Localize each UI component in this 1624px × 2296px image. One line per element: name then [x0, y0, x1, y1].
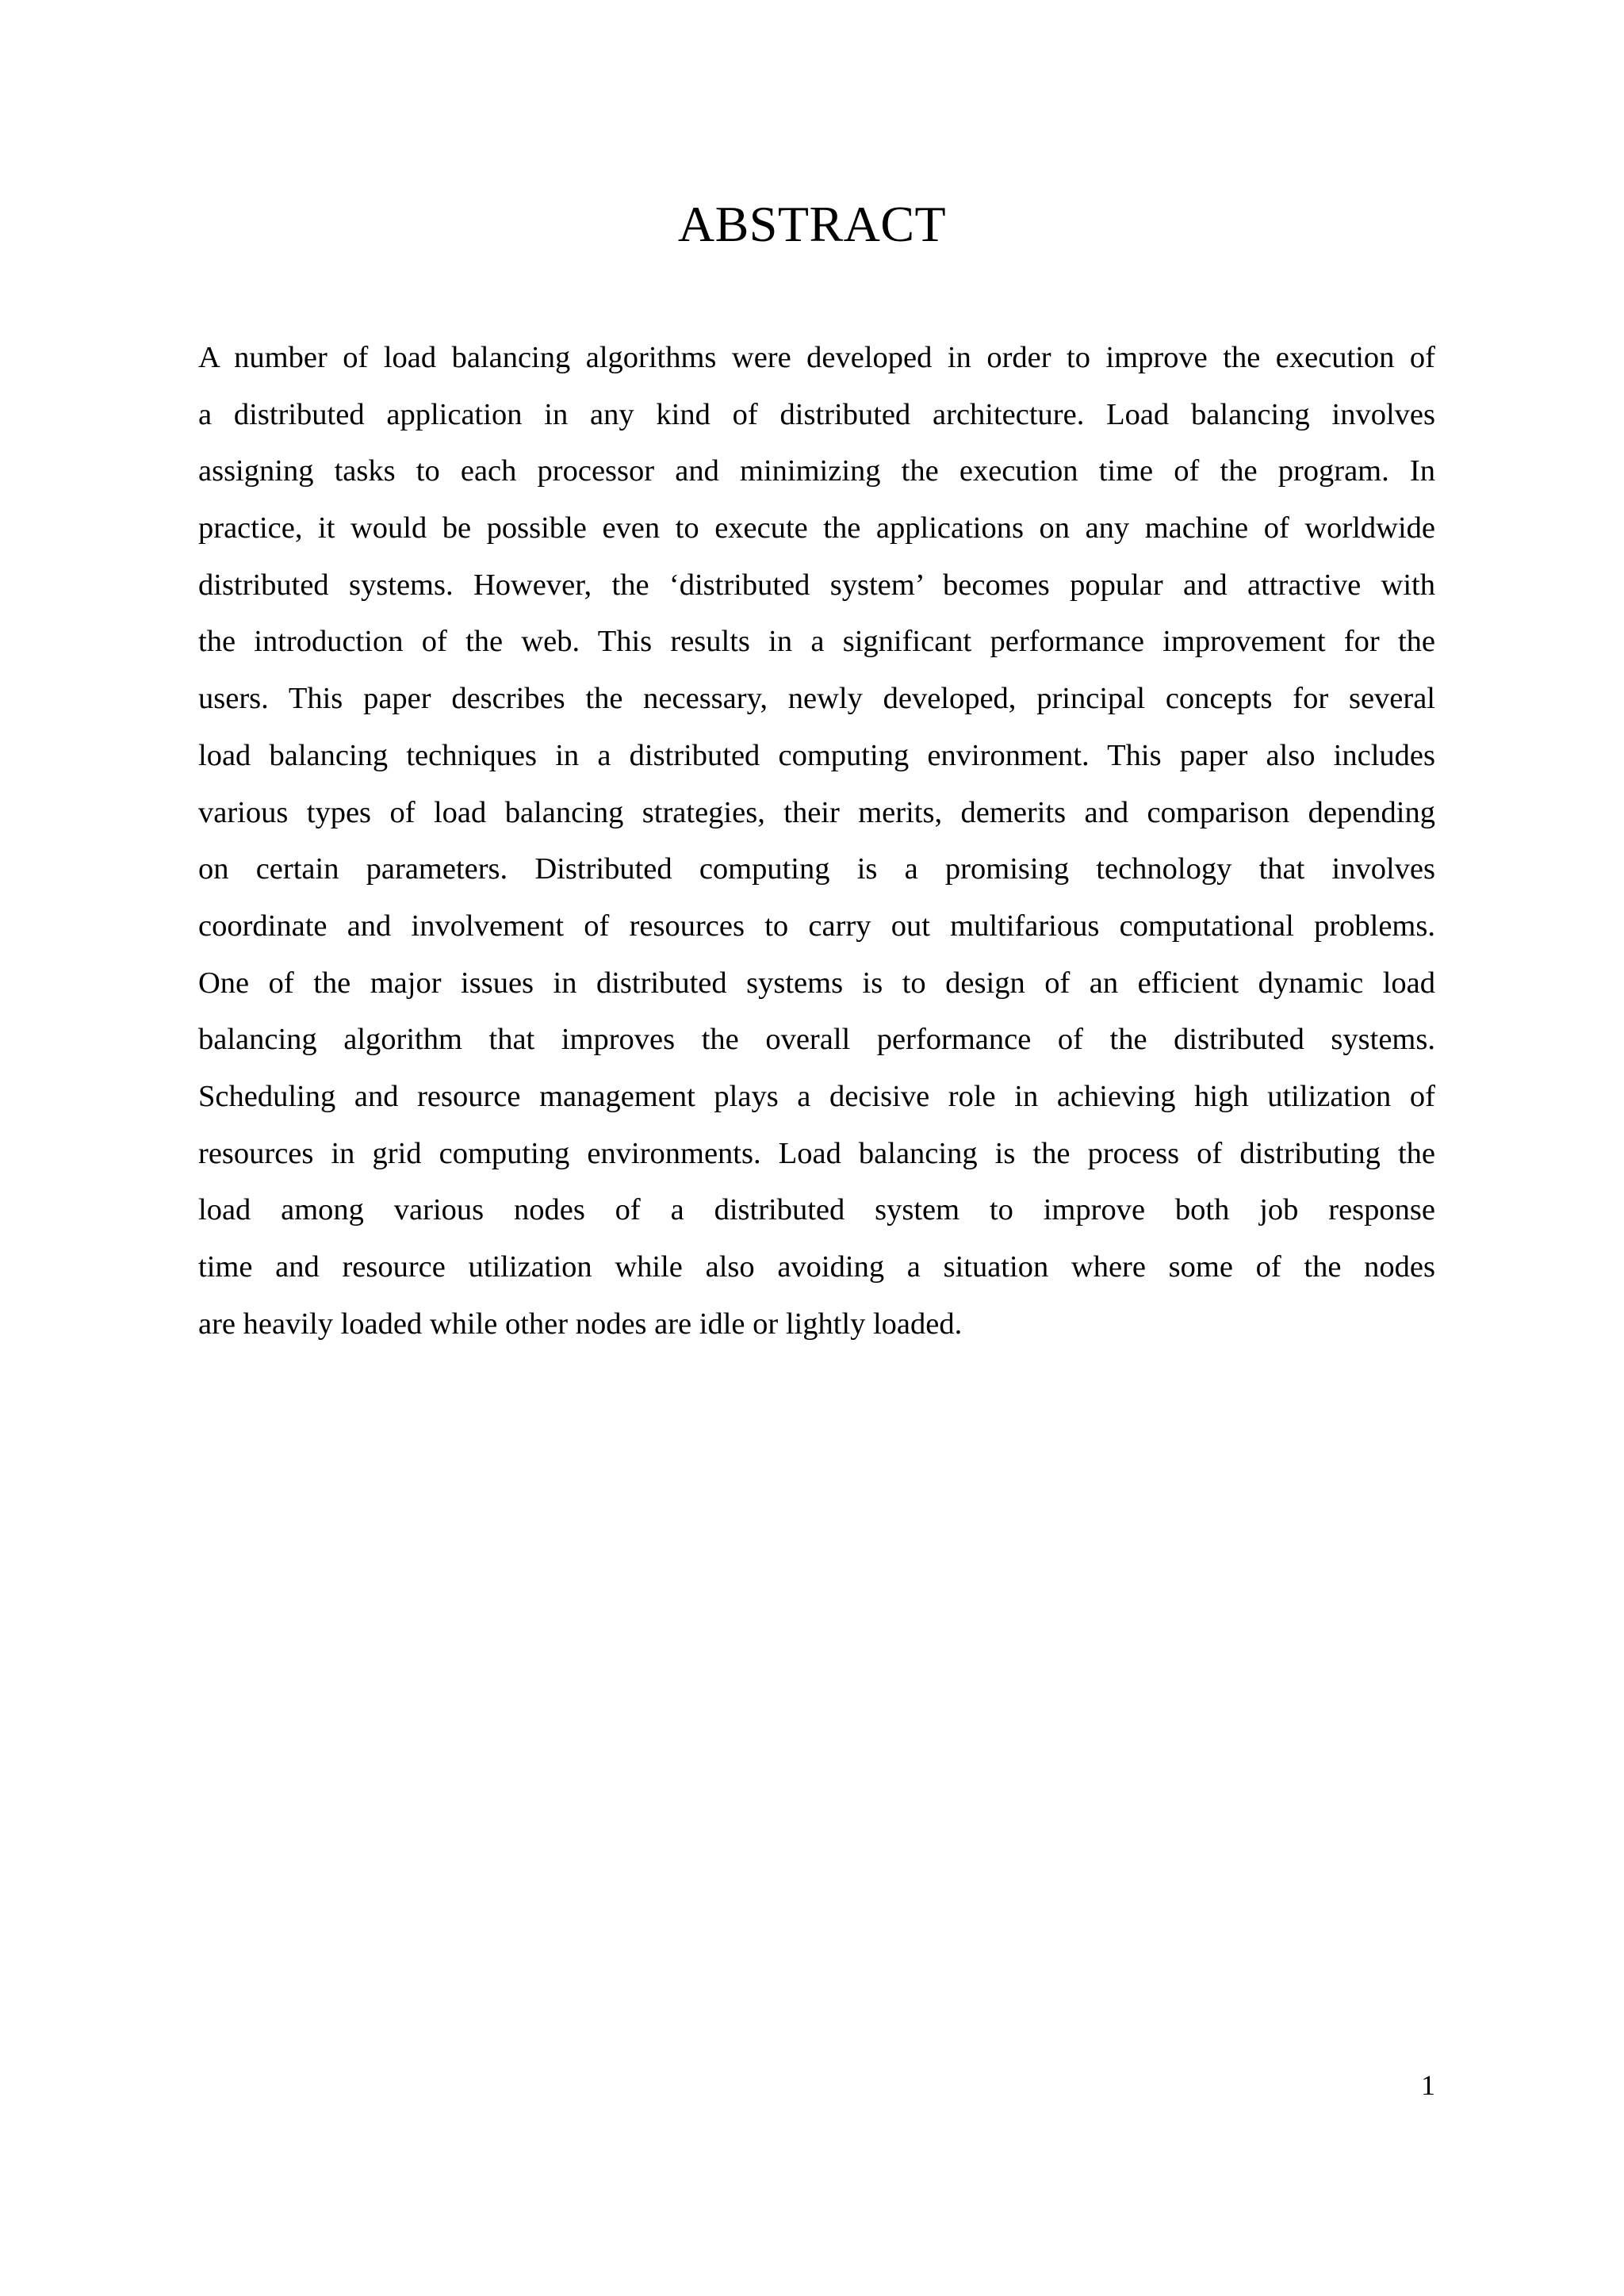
- abstract-line: various types of load balancing strategies, their merits, demerits and comparison depending: [198, 795, 1435, 829]
- abstract-line-last: are heavily loaded while other nodes are idle or lightly loaded.: [198, 1307, 963, 1341]
- abstract-line: the introduction of the web. This results in a significant performance improvement for the: [198, 625, 1435, 659]
- abstract-line: distributed systems. However, the ‘distributed system’ becomes popular and attractive with: [198, 568, 1435, 602]
- abstract-line: users. This paper describes the necessary, newly developed, principal concepts for several: [198, 682, 1435, 716]
- abstract-line: practice, it would be possible even to execute the applications on any machine of worldwide: [198, 511, 1435, 545]
- abstract-line: A number of load balancing algorithms were developed in order to improve the execution of: [198, 341, 1435, 374]
- page-title: ABSTRACT: [677, 196, 947, 252]
- abstract-line: One of the major issues in distributed systems is to design of an efficient dynamic load: [198, 966, 1435, 1000]
- abstract-line: balancing algorithm that improves the overall performance of the distributed systems.: [198, 1023, 1435, 1057]
- page-number: 1: [1421, 2069, 1435, 2101]
- abstract-line: a distributed application in any kind of distributed architecture. Load balancing involves: [198, 397, 1435, 431]
- abstract-line: on certain parameters. Distributed computing is a promising technology that involves: [198, 852, 1435, 886]
- abstract-line: load balancing techniques in a distributed computing environment. This paper also includes: [198, 738, 1435, 772]
- abstract-line: coordinate and involvement of resources to carry out multifarious computational problems.: [198, 909, 1435, 943]
- abstract-line: resources in grid computing environments. Load balancing is the process of distributing the: [198, 1136, 1435, 1170]
- abstract-line: Scheduling and resource management plays a decisive role in achieving high utilization of: [198, 1079, 1435, 1113]
- abstract-body: [198, 330, 1435, 1353]
- abstract-line: time and resource utilization while also avoiding a situation where some of the nodes: [198, 1250, 1435, 1284]
- abstract-line: assigning tasks to each processor and minimizing the execution time of the program. In: [198, 454, 1435, 488]
- abstract-line: load among various nodes of a distributed system to improve both job response: [198, 1193, 1435, 1227]
